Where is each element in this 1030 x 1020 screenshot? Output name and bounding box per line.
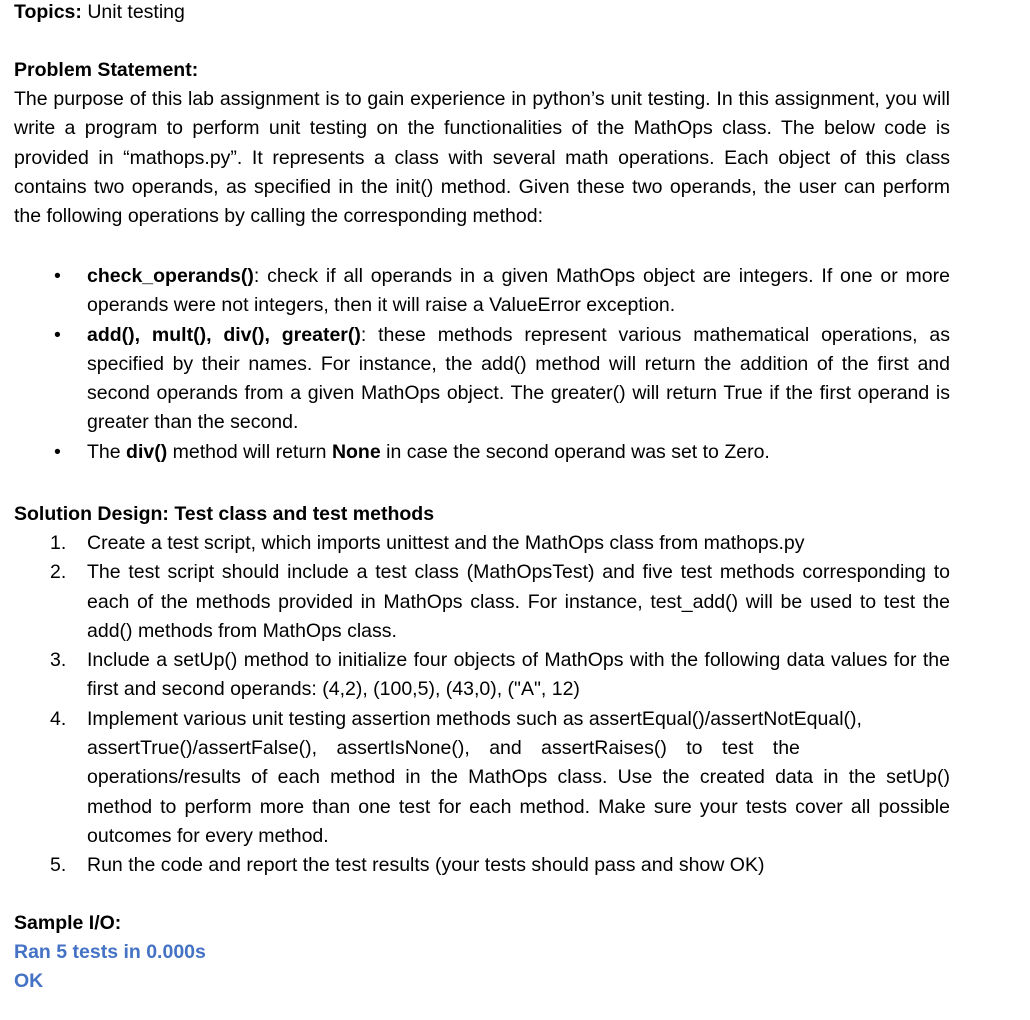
- step-text: The test script should include a test class (MathOpsTest) and five test methods corresponding to each of the methods provided in MathOps class. For instance, test_add() will be used to test the add() methods from MathOps class.: [87, 561, 950, 642]
- bullet-term: None: [331, 440, 381, 463]
- sample-io-heading: Sample I/O:: [14, 912, 122, 934]
- step-number: 1.: [50, 532, 67, 554]
- sample-output-line: Ran 5 tests in 0.000s: [14, 941, 206, 963]
- step-number: 2.: [50, 561, 67, 584]
- bullet-text: method will return: [167, 440, 332, 463]
- step-text-line: Implement various unit testing assertion methods such as assertEqual()/assertNotEqual(),: [87, 707, 862, 730]
- list-item: [14, 558, 950, 646]
- bullet-text: : check if all operands in a given MathOps object are integers. If one or more operands were not integers, then it will raise a ValueError exception.: [87, 265, 950, 317]
- topics-label: Topics:: [14, 1, 82, 23]
- step-text-line: assertTrue()/assertFalse(), assertIsNone(), and assertRaises() to test the: [87, 737, 800, 760]
- step-text: Create a test script, which imports unittest and the MathOps class from mathops.py: [87, 532, 805, 554]
- bullet-icon: •: [54, 440, 61, 463]
- step-number: 5.: [50, 854, 67, 877]
- list-item: [14, 262, 950, 321]
- problem-statement-heading: Problem Statement:: [14, 59, 199, 81]
- list-item: [14, 646, 950, 705]
- sample-output-line: OK: [14, 970, 44, 993]
- sample-output-block: [14, 938, 206, 997]
- topics-line: [14, 0, 185, 27]
- step-text-rest: operations/results of each method in the MathOps class. Use the created data in the setUp() method to perform more than one test for each method. Make sure your tests cover all possible outcomes for every method.: [87, 766, 950, 847]
- bullet-text: : these methods represent various mathematical operations, as specified by their names. For instance, the add() method will return the addition of the first and second operands from a given MathOps object. The greater() will return True if the first operand is greater than the second.: [87, 323, 950, 434]
- bullet-term: check_operands(): [87, 265, 254, 287]
- list-item: [14, 529, 950, 558]
- list-item: [14, 438, 950, 467]
- list-item: [14, 851, 950, 880]
- solution-steps-list: [14, 529, 950, 881]
- list-item: [14, 705, 950, 851]
- bullet-term: div(): [126, 440, 168, 463]
- bullet-icon: •: [54, 323, 61, 346]
- step-text: Run the code and report the test results (your tests should pass and show OK): [87, 854, 765, 877]
- step-text: Include a setUp() method to initialize four objects of MathOps with the following data values for the first and second operands: (4,2), (100,5), (43,0), ("A", 12): [87, 649, 950, 701]
- bullet-icon: •: [54, 265, 61, 287]
- problem-statement-paragraph: The purpose of this lab assignment is to gain experience in python’s unit testing. In this assignment, you will write a program to perform unit testing on the functionalities of the MathOps class. The below code is provided in “mathops.py”. It represents a class with several math operations. Each object of this class contains two operands, as specified in the init() method. Given these two operands, the user can perform the following operations by calling the corresponding method:: [14, 88, 950, 228]
- topics-value: Unit testing: [87, 1, 185, 23]
- bullet-text: The: [87, 440, 127, 463]
- bullet-text: in case the second operand was set to Zero.: [380, 440, 770, 463]
- step-number: 4.: [50, 707, 67, 730]
- solution-design-heading: Solution Design: Test class and test methods: [14, 503, 435, 525]
- step-number: 3.: [50, 649, 67, 672]
- bullet-term: add(), mult(), div(), greater(): [87, 323, 361, 346]
- list-item: [14, 321, 950, 438]
- operations-bullet-list: [14, 262, 950, 467]
